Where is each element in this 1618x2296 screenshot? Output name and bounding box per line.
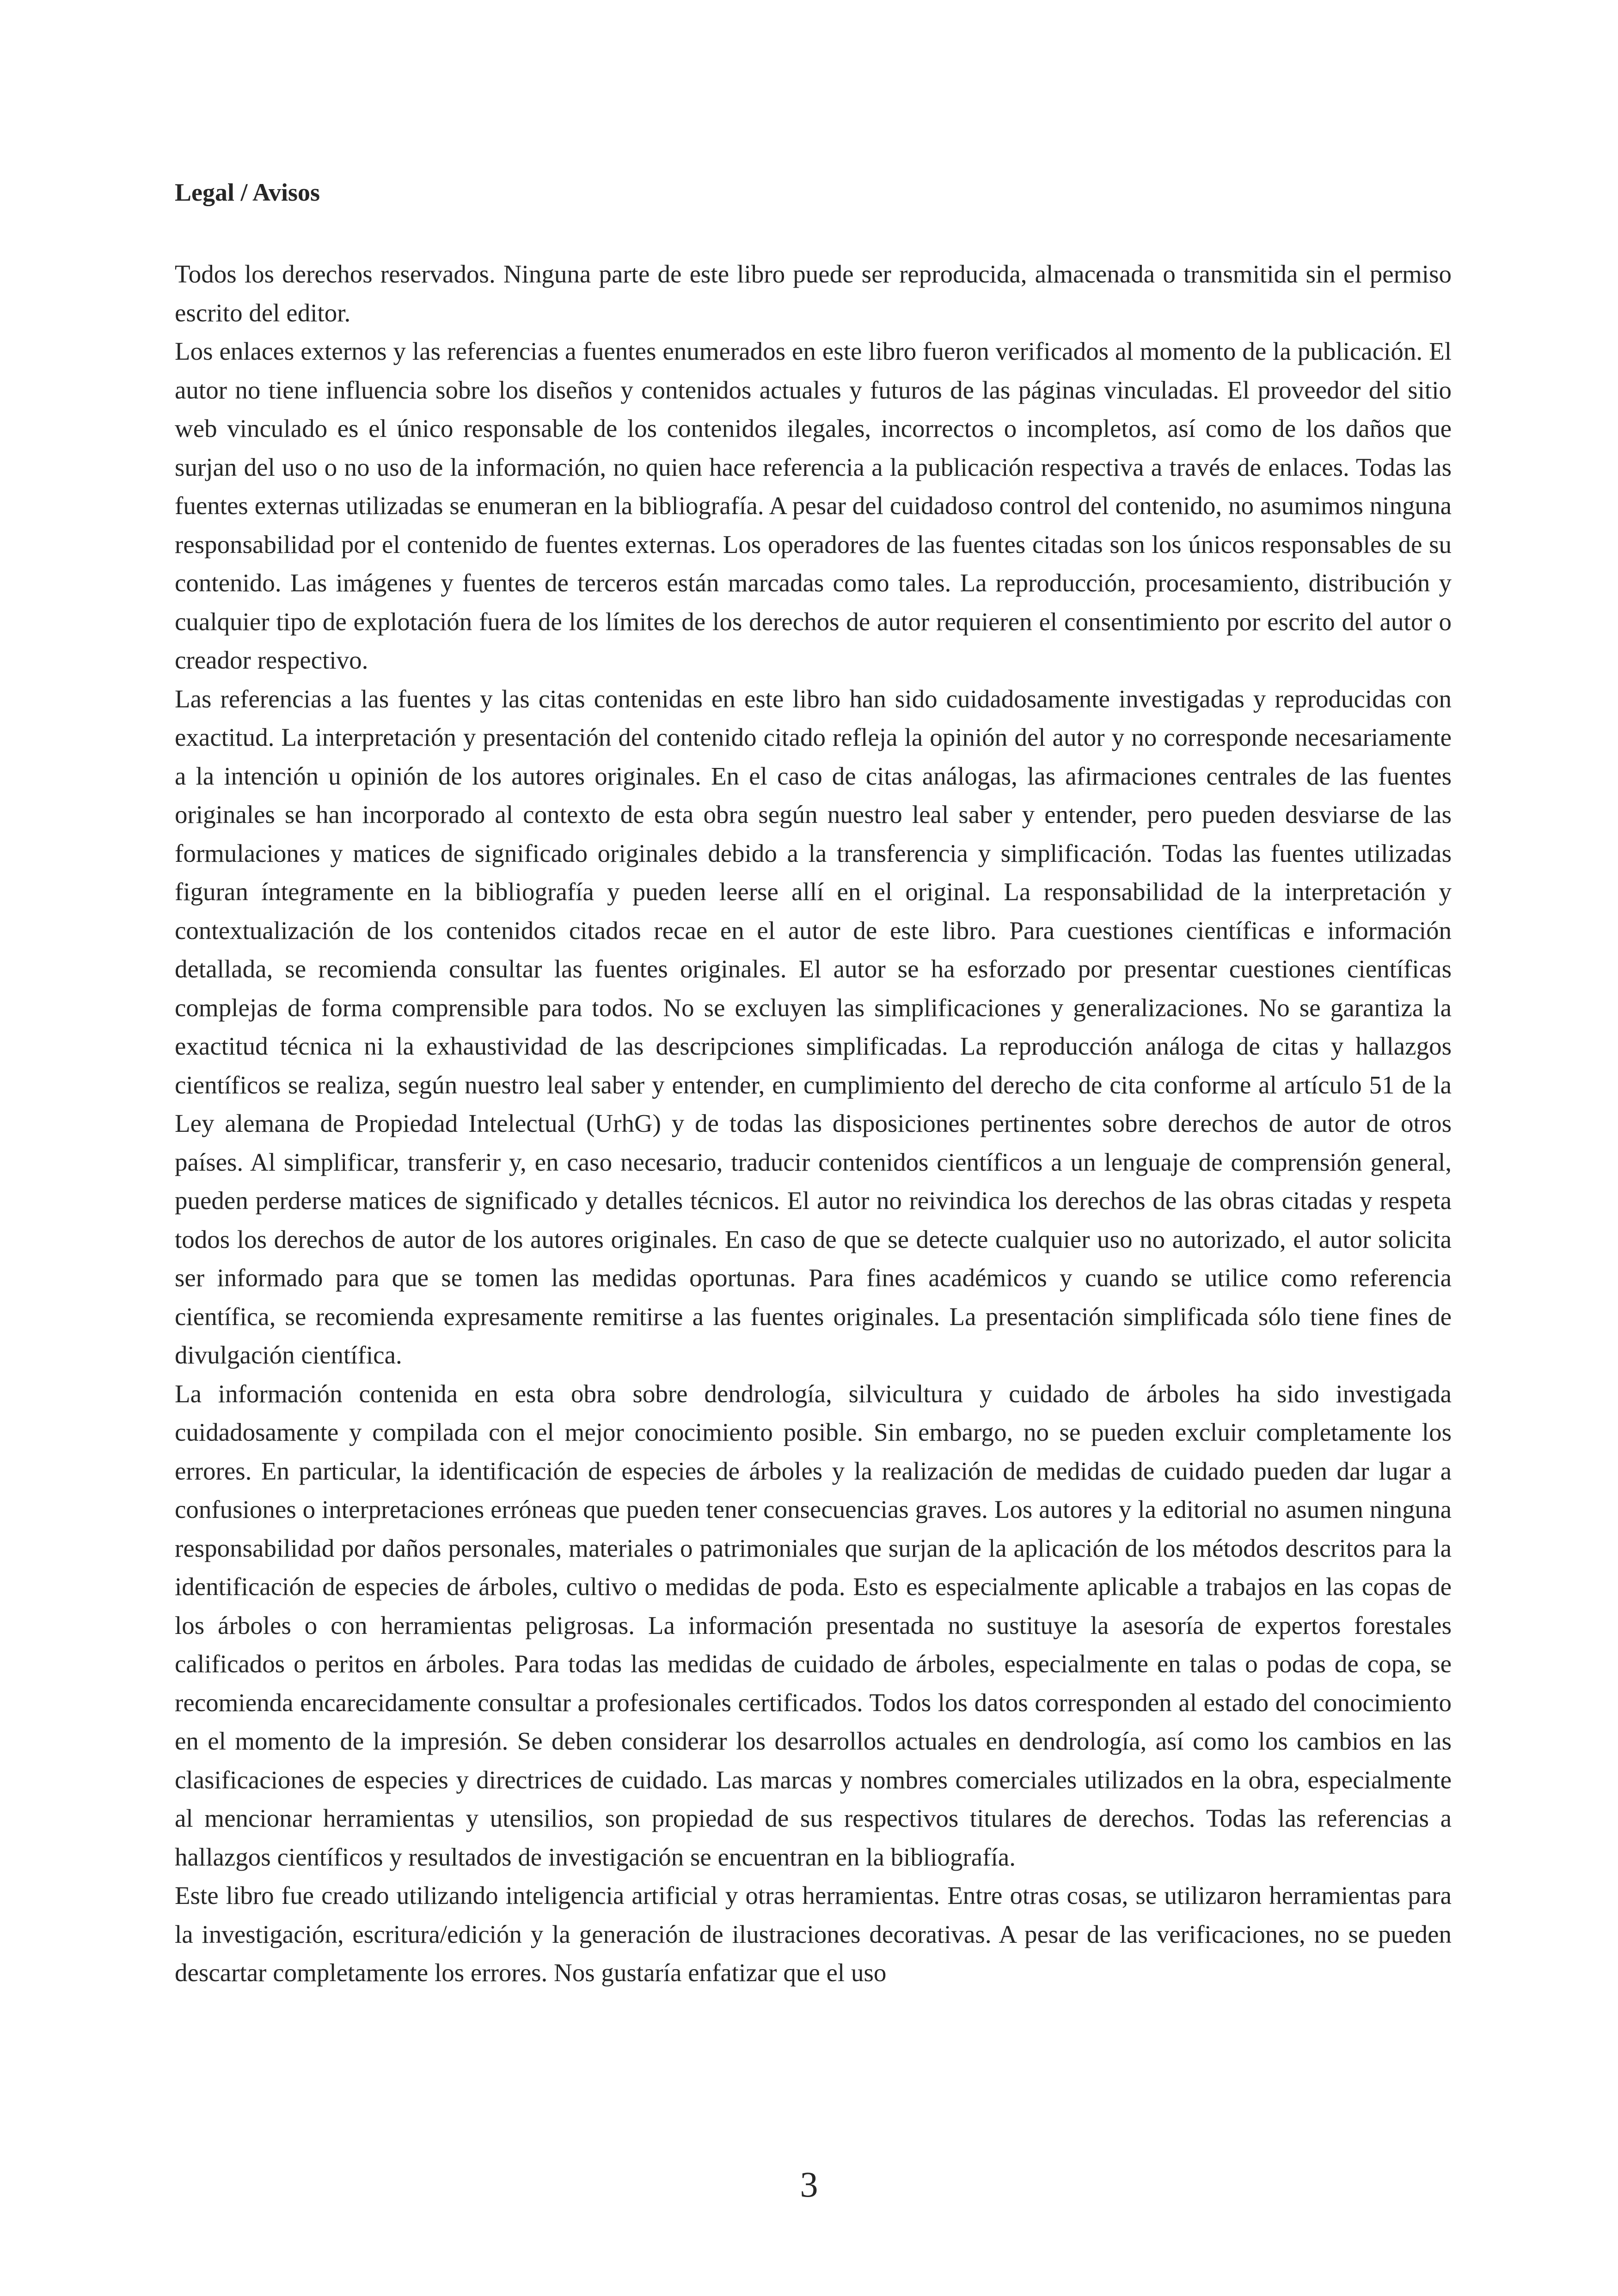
page-content xyxy=(175,174,1452,1992)
paragraph-ai-notice: Este libro fue creado utilizando inteligencia artificial y otras herramientas. Entre otras cosas, se utilizaron herramientas para la investigación, escritura/edición y la generación de ilustraciones decorativas. A pesar de las verificaciones, no se pueden descartar completamente los errores. Nos gustaría enfatizar que el uso xyxy=(175,1881,1452,1987)
paragraph-citations: Las referencias a las fuentes y las citas contenidas en este libro han sido cuidadosamente investigadas y reproducidas con exactitud. La interpretación y presentación del contenido citado refleja la opinión del autor y no corresponde necesariamente a la intención u opinión de los autores originales. En el caso de citas análogas, las afirmaciones centrales de las fuentes originales se han incorporado al contexto de esta obra según nuestro leal saber y entender, pero pueden desviarse de las formulaciones y matices de significado originales debido a la transferencia y simplificación. Todas las fuentes utilizadas figuran íntegramente en la bibliografía y pueden leerse allí en el original. La responsabilidad de la interpretación y contextualización de los contenidos citados recae en el autor de este libro. Para cuestiones científicas e información detallada, se recomienda consultar las fuentes originales. El autor se ha esforzado por presentar cuestiones científicas complejas de forma comprensible para todos. No se excluyen las simplificaciones y generalizaciones. No se garantiza la exactitud técnica ni la exhaustividad de las descripciones simplificadas. La reproducción análoga de citas y hallazgos científicos se realiza, según nuestro leal saber y entender, en cumplimiento del derecho de cita conforme al artículo 51 de la Ley alemana de Propiedad Intelectual (UrhG) y de todas las disposiciones pertinentes sobre derechos de autor de otros países. Al simplificar, transferir y, en caso necesario, traducir contenidos científicos a un lenguaje de comprensión general, pueden perderse matices de significado y detalles técnicos. El autor no reivindica los derechos de las obras citadas y respeta todos los derechos de autor de los autores originales. En caso de que se detecte cualquier uso no autorizado, el autor solicita ser informado para que se tomen las medidas oportunas. Para fines académicos y cuando se utilice como referencia científica, se recomienda expresamente remitirse a las fuentes originales. La presentación simplificada sólo tiene fines de divulgación científica. xyxy=(175,684,1452,1369)
section-heading: Legal / Avisos xyxy=(175,178,320,206)
page-number: 3 xyxy=(800,2164,818,2204)
paragraph-dendrology-disclaimer: La información contenida en esta obra sobre dendrología, silvicultura y cuidado de árboles ha sido investigada cuidadosamente y compilada con el mejor conocimiento posible. Sin embargo, no se pueden excluir completamente los errores. En particular, la identificación de especies de árboles y la realización de medidas de cuidado pueden dar lugar a confusiones o interpretaciones erróneas que pueden tener consecuencias graves. Los autores y la editorial no asumen ninguna responsabilidad por daños personales, materiales o patrimoniales que surjan de la aplicación de los métodos descritos para la identificación de especies de árboles, cultivo o medidas de poda. Esto es especialmente aplicable a trabajos en las copas de los árboles o con herramientas peligrosas. La información presentada no sustituye la asesoría de expertos forestales calificados o peritos en árboles. Para todas las medidas de cuidado de árboles, especialmente en talas o podas de copa, se recomienda encarecidamente consultar a profesionales certificados. Todos los datos corresponden al estado del conocimiento en el momento de la impresión. Se deben considerar los desarrollos actuales en dendrología, así como los cambios en las clasificaciones de especies y directrices de cuidado. Las marcas y nombres comerciales utilizados en la obra, especialmente al mencionar herramientas y utensilios, son propiedad de sus respectivos titulares de derechos. Todas las referencias a hallazgos científicos y resultados de investigación se encuentran en la bibliografía. xyxy=(175,1379,1452,1871)
paragraph-copyright: Todos los derechos reservados. Ninguna parte de este libro puede ser reproducida, almacenada o transmitida sin el permiso escrito del editor. xyxy=(175,260,1452,327)
paragraph-external-links: Los enlaces externos y las referencias a fuentes enumerados en este libro fueron verificados al momento de la publicación. El autor no tiene influencia sobre los diseños y contenidos actuales y futuros de las páginas vinculadas. El proveedor del sitio web vinculado es el único responsable de los contenidos ilegales, incorrectos o incompletos, así como de los daños que surjan del uso o no uso de la información, no quien hace referencia a la publicación respectiva a través de enlaces. Todas las fuentes externas utilizadas se enumeran en la bibliografía. A pesar del cuidadoso control del contenido, no asumimos ninguna responsabilidad por el contenido de fuentes externas. Los operadores de las fuentes citadas son los únicos responsables de su contenido. Las imágenes y fuentes de terceros están marcadas como tales. La reproducción, procesamiento, distribución y cualquier tipo de explotación fuera de los límites de los derechos de autor requieren el consentimiento por escrito del autor o creador respectivo. xyxy=(175,337,1452,674)
